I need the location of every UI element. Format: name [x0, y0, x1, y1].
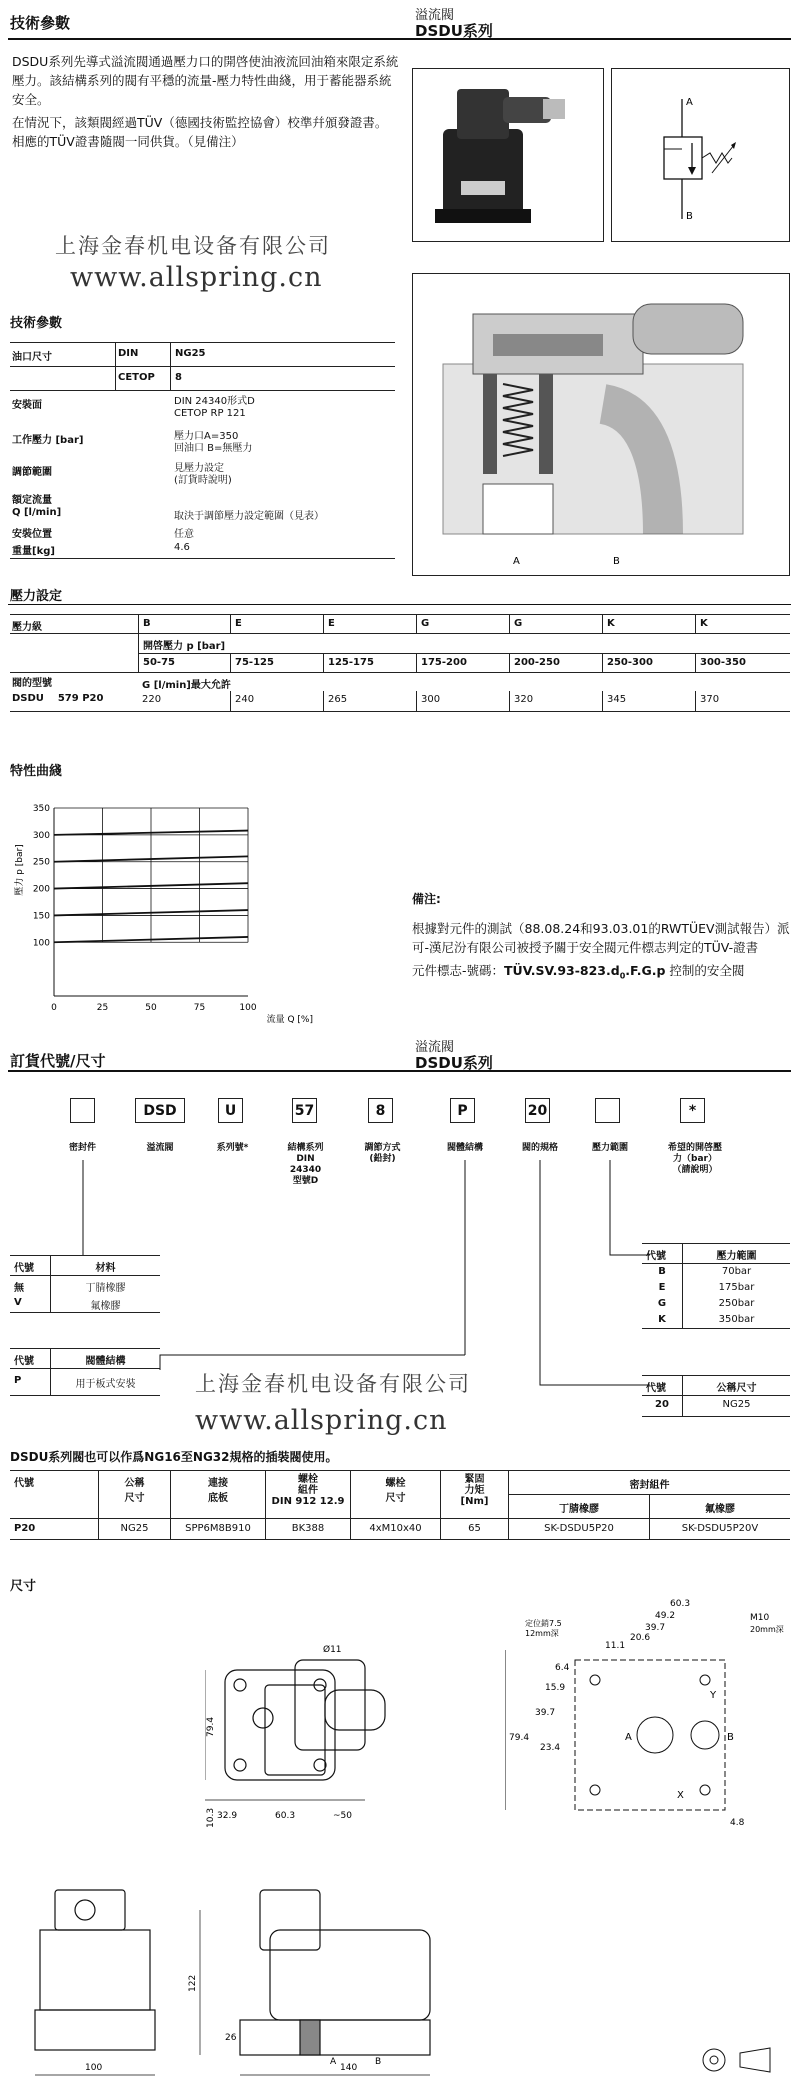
ordering-series-title: DSDU系列 — [415, 1054, 493, 1072]
range-value: 70bar — [682, 1264, 790, 1280]
chart-y-axis-label: 壓力 p [bar] — [15, 844, 25, 896]
table-row — [642, 1280, 790, 1296]
dim-port-49-2: 49.2 — [655, 1611, 676, 1621]
subplate-seal-nbr: SK-DSDU5P20 — [544, 1523, 614, 1534]
range-col-range: 壓力範圍 — [682, 1244, 790, 1263]
port-pattern-drawing — [505, 1590, 785, 1830]
pressure-range: 125-175 — [323, 654, 416, 672]
subplate-col-code: 代號 — [14, 1478, 34, 1489]
flow-value: 370 — [695, 691, 790, 711]
relief-valve-symbol — [612, 69, 789, 241]
seal-material: 丁腈橡膠 — [50, 1276, 160, 1294]
chart-x-tick-label: 0 — [51, 1003, 57, 1013]
valve-type: DSDU 579 P20 — [12, 693, 104, 704]
section-drawing-frame — [412, 273, 790, 576]
dim-hole-dia: Ø11 — [323, 1645, 342, 1655]
section-port-b: B — [613, 556, 620, 567]
port-x-label: X — [677, 1790, 684, 1801]
dim-port-v39-7: 39.7 — [535, 1708, 556, 1718]
tech-label: 油口尺寸 — [12, 352, 52, 363]
remark-code: TÜV.SV.93-823.d — [504, 963, 620, 978]
dim-width-100: 100 — [85, 2063, 103, 2073]
dim-height-122: 122 — [188, 1974, 198, 1992]
watermark-company: 上海金春机电设备有限公司 — [55, 234, 331, 258]
tech-params-heading: 技術參數 — [10, 316, 63, 331]
dim-offset-10: 10.3 — [206, 1807, 216, 1828]
subplate-col-plate: 連接 底板 — [170, 1471, 265, 1518]
flow-value: 320 — [509, 691, 602, 711]
valve-type-label: 閥的型號 — [12, 678, 52, 689]
pressure-range: 300-350 — [695, 654, 790, 672]
tech-label: 安裝面 — [12, 400, 42, 411]
body-code: P — [14, 1375, 22, 1386]
pressure-level: E — [230, 615, 323, 633]
intro-para-2: 在情況下，該類閥經過TÜV（德國技術監控協會）校準幷頒發證書。相應的TÜV證書隨閥一同供貨。（見備注） — [12, 115, 388, 149]
table-row — [642, 1296, 790, 1312]
seal-table — [10, 1255, 160, 1313]
code-box-seal — [70, 1098, 95, 1123]
subplate-code: P20 — [14, 1523, 36, 1534]
subplate-seal-fkm: SK-DSDU5P20V — [649, 1519, 790, 1539]
intro-text — [12, 52, 399, 151]
tech-row — [10, 429, 395, 461]
remark-code-2: .F.G.p — [625, 963, 666, 978]
chart-y-tick-label: 300 — [32, 830, 50, 841]
page-title: 技術參數 — [10, 14, 71, 32]
subplate-col-size: 公稱 尺寸 — [98, 1471, 170, 1518]
subplate-bolt-size: 4xM10x40 — [350, 1519, 440, 1539]
watermark-url-2: www.allspring.cn — [195, 1405, 448, 1436]
open-pressure-label: 開啓壓力 p [bar] — [138, 634, 790, 654]
pressure-level: E — [323, 615, 416, 633]
tech-row — [10, 343, 395, 367]
dim-port-6-4: 6.4 — [555, 1663, 570, 1673]
chart-y-tick-label: 250 — [32, 857, 50, 868]
seal-code: 無 — [14, 1283, 24, 1294]
range-table — [642, 1243, 790, 1329]
subplate-bolt-kit: BK388 — [265, 1519, 350, 1539]
tech-label: 重量[kg] — [12, 546, 55, 557]
tech-value: 4.6 — [174, 542, 190, 553]
dim-port-79-4: 79.4 — [509, 1733, 530, 1743]
projection-symbol-icon — [700, 2045, 780, 2075]
intro-para-1: DSDU系列先導式溢流閥通過壓力口的開啓使油液流回油箱來限定系統壓力。該結構系列的閥有平穩的流量-壓力特性曲綫，用于蓄能器系統安全。 — [12, 54, 399, 107]
range-value: 350bar — [682, 1312, 790, 1328]
tech-sub: DIN — [115, 343, 170, 366]
dowel-depth-label: 12mm深 — [525, 1629, 559, 1638]
tech-label — [10, 367, 115, 390]
body-table — [10, 1348, 160, 1396]
table-row — [10, 1276, 160, 1294]
dim-port-20-6: 20.6 — [630, 1633, 651, 1643]
body-design: 用于板式安裝 — [50, 1369, 160, 1395]
table-row — [642, 1264, 790, 1280]
tech-label: 工作壓力 [bar] — [12, 435, 84, 446]
tech-row — [10, 540, 395, 558]
ordering-rule — [8, 1070, 791, 1072]
chart-y-tick-label: 100 — [32, 938, 50, 949]
dim-port-11-1: 11.1 — [605, 1641, 626, 1651]
tech-label: 調節範圍 — [12, 467, 52, 478]
pressure-level: B — [138, 615, 230, 633]
subplate-plate: SPP6M8B910 — [170, 1519, 265, 1539]
curve-heading: 特性曲綫 — [10, 764, 63, 779]
subplate-col-nbr: 丁腈橡膠 — [559, 1504, 599, 1515]
chart-x-tick-label: 50 — [145, 1003, 157, 1013]
pressure-range: 250-300 — [602, 654, 695, 672]
flow-value: 265 — [323, 691, 416, 711]
pressure-settings-rule — [8, 604, 791, 605]
tech-row — [10, 391, 395, 429]
remark-code-sub: 0 — [619, 971, 626, 981]
range-col-code: 代號 — [646, 1251, 666, 1262]
flow-value: 345 — [602, 691, 695, 711]
dim-port-15-9: 15.9 — [545, 1683, 566, 1693]
table-row — [10, 1294, 160, 1312]
pressure-settings-table — [10, 614, 790, 712]
code-box-range — [595, 1098, 620, 1123]
dim-port-23-4: 23.4 — [540, 1743, 561, 1753]
table-row — [642, 1312, 790, 1328]
code-label-range: 壓力範圍 — [591, 1143, 628, 1153]
characteristic-curve-chart — [8, 790, 348, 1030]
tech-value: DIN 24340形式D CETOP RP 121 — [174, 396, 255, 419]
product-photo-frame — [412, 68, 604, 242]
pressure-range: 50-75 — [138, 654, 230, 672]
remark-component-code — [412, 961, 792, 986]
code-box-adjust: 8 — [368, 1098, 393, 1123]
remark-text: 根據對元件的測試（88.08.24和93.03.01的RWTÜEV測試報告）派可-漢尼汾有限公司被授予關于安全閥元件標志判定的TÜV-證書 — [412, 921, 790, 955]
dim-26: 26 — [225, 2033, 237, 2043]
dim-width-140: 140 — [340, 2063, 358, 2073]
watermark-url: www.allspring.cn — [70, 262, 323, 293]
pressure-range: 75-125 — [230, 654, 323, 672]
valve-section-drawing — [413, 274, 789, 575]
symbol-port-a: A — [686, 97, 693, 108]
pressure-settings-heading: 壓力設定 — [10, 589, 63, 604]
tech-row — [10, 461, 395, 493]
chart-y-tick-label: 150 — [32, 911, 50, 922]
size-table — [642, 1375, 790, 1417]
tech-row — [10, 493, 395, 523]
remark-block — [412, 890, 792, 986]
chart-x-tick-label: 100 — [239, 1003, 257, 1013]
subplate-col-bolt-kit: 螺栓 組件 DIN 912 12.9 — [265, 1471, 350, 1518]
dim-32-9: 32.9 — [217, 1811, 238, 1821]
subplate-col-seal-kit: 密封組件 — [509, 1471, 790, 1495]
section-port-a: A — [513, 556, 520, 567]
pressure-level: G — [509, 615, 602, 633]
pressure-range: 200-250 — [509, 654, 602, 672]
subplate-col-torque: 緊固 力矩 [Nm] — [440, 1471, 508, 1518]
tech-value: 任意 — [174, 529, 194, 540]
tech-value: 壓力口A=350 回油口 B=無壓力 — [174, 431, 253, 454]
side-view-drawing — [0, 1870, 460, 2082]
port-y-label: Y — [710, 1690, 717, 1701]
code-box-size: 20 — [525, 1098, 550, 1123]
flow-label: G [l/min]最大允許 — [142, 680, 231, 691]
seal-material: 氟橡膠 — [50, 1294, 160, 1312]
pressure-range: 175-200 — [416, 654, 509, 672]
dim-port-4-8: 4.8 — [730, 1818, 745, 1828]
tech-value: 8 — [170, 367, 395, 390]
flow-value: 300 — [416, 691, 509, 711]
table-row — [642, 1396, 790, 1416]
code-box-series: U — [218, 1098, 243, 1123]
code-label-size: 閥的規格 — [521, 1143, 558, 1153]
chart-y-tick-label: 350 — [32, 804, 50, 814]
code-label-body: 閥體結構 — [446, 1143, 483, 1153]
code-box-design: 57 — [292, 1098, 317, 1123]
flow-value: 220 — [142, 694, 162, 705]
size-col-code: 代號 — [646, 1383, 666, 1394]
tech-label: 額定流量 Q [l/min] — [12, 495, 62, 518]
tech-value: 取決于調節壓力設定範圍（見表） — [174, 511, 324, 522]
dimensions-heading: 尺寸 — [10, 1579, 37, 1594]
table-row — [10, 1519, 790, 1539]
chart-x-tick-label: 75 — [193, 1003, 206, 1013]
flow-value: 240 — [230, 691, 323, 711]
tech-value: 見壓力設定 (訂貨時說明) — [174, 463, 232, 486]
code-label-adjust: 調節方式 (鉛封) — [364, 1143, 401, 1164]
chart-x-tick-label: 25 — [96, 1003, 109, 1013]
range-code: E — [658, 1282, 666, 1293]
watermark-company-2: 上海金春机电设备有限公司 — [195, 1372, 471, 1396]
symbol-port-b: B — [686, 211, 693, 222]
valve-photo-image — [413, 69, 603, 241]
pressure-level: G — [416, 615, 509, 633]
tech-row — [10, 367, 395, 391]
hydraulic-symbol-frame — [611, 68, 790, 242]
range-code: B — [658, 1266, 666, 1277]
range-code: K — [658, 1314, 666, 1325]
code-label-relief: 溢流閥 — [146, 1143, 174, 1153]
subplate-torque: 65 — [440, 1519, 508, 1539]
subplate-caption: DSDU系列閥也可以作爲NG16至NG32規格的插裝閥使用。 — [10, 1450, 338, 1464]
seal-col-material: 材料 — [50, 1256, 160, 1275]
ordering-heading: 訂貨代號/尺寸 — [10, 1052, 106, 1070]
port-a-label: A — [625, 1732, 632, 1743]
tech-row — [10, 523, 395, 540]
tech-params-table — [10, 342, 395, 559]
remark-code-prefix: 元件標志-號碼： — [412, 963, 505, 978]
dim-port-39-7: 39.7 — [645, 1623, 666, 1633]
dim-height-79: 79.4 — [206, 1716, 216, 1737]
code-box-body: P — [450, 1098, 475, 1123]
tech-sub: CETOP — [115, 367, 170, 390]
pressure-level-label: 壓力級 — [12, 622, 42, 633]
size-value: NG25 — [682, 1396, 790, 1416]
dim-port-60-3: 60.3 — [670, 1599, 691, 1609]
dowel-pin-label: 定位銷7.5 — [525, 1619, 562, 1628]
body-col-code: 代號 — [14, 1356, 34, 1367]
pressure-level: K — [695, 615, 790, 633]
side-port-b: B — [375, 2057, 382, 2067]
chart-y-tick-label: 200 — [32, 884, 50, 895]
range-value: 250bar — [682, 1296, 790, 1312]
seal-code: V — [14, 1297, 22, 1308]
subplate-col-bolt-size: 螺栓 尺寸 — [350, 1471, 440, 1518]
range-value: 175bar — [682, 1280, 790, 1296]
subplate-table — [10, 1470, 790, 1540]
subplate-col-fkm: 氟橡膠 — [649, 1495, 790, 1520]
thread-depth-label: 20mm深 — [750, 1625, 784, 1634]
dim-60-3: 60.3 — [275, 1811, 296, 1821]
code-label-pressure: 希望的開啓壓 力（bar） （請說明） — [667, 1143, 722, 1175]
chart-x-axis-label: 流量 Q [%] — [266, 1015, 313, 1025]
ordering-subtitle: 溢流閥 — [415, 1040, 455, 1055]
port-b-label: B — [727, 1732, 734, 1743]
thread-label: M10 — [750, 1613, 770, 1623]
code-label-seal: 密封件 — [68, 1143, 96, 1153]
tech-label: 安裝位置 — [12, 529, 52, 540]
side-port-a: A — [330, 2057, 337, 2067]
header-subtitle: 溢流閥 — [415, 8, 455, 23]
tech-value: NG25 — [170, 343, 395, 366]
code-label-design: 結構系列 DIN 24340 型號D — [287, 1143, 324, 1186]
seal-col-code: 代號 — [14, 1263, 34, 1274]
subplate-size: NG25 — [98, 1519, 170, 1539]
dim-50: ~50 — [333, 1811, 352, 1821]
code-box-pressure: * — [680, 1098, 705, 1123]
pressure-level: K — [602, 615, 695, 633]
range-code: G — [657, 1298, 667, 1309]
header-rule — [8, 38, 791, 40]
size-code: 20 — [655, 1399, 669, 1410]
code-box-dsd: DSD — [135, 1098, 185, 1123]
header-series-title: DSDU系列 — [415, 22, 493, 40]
top-view-drawing — [205, 1640, 475, 1840]
remark-heading: 備注: — [412, 892, 441, 906]
code-label-series: 系列號* — [216, 1143, 249, 1153]
remark-code-suffix: 控制的安全閥 — [669, 963, 745, 978]
body-col-design: 閥體結構 — [50, 1349, 160, 1368]
size-col-size: 公稱尺寸 — [682, 1376, 790, 1395]
table-row — [10, 1369, 160, 1395]
